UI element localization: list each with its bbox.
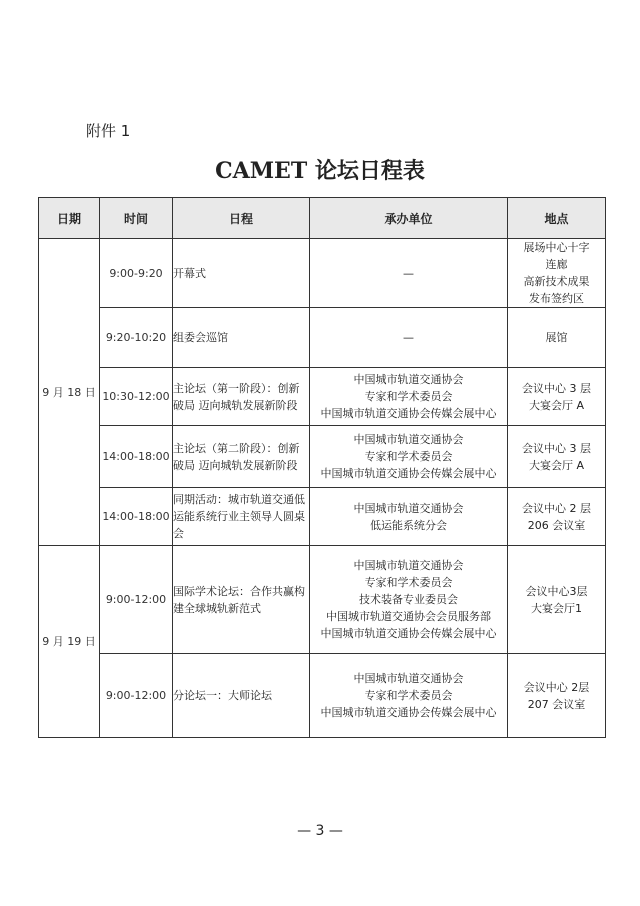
schedule-table (38, 197, 606, 738)
event-text: 开幕式 (173, 266, 206, 280)
event-text: 主论坛（第一阶段）：创新破局 迈向城轨发展新阶段 (173, 381, 300, 412)
time-cell: 14:00-18:00 (100, 426, 173, 488)
date-cell: 9 月 18 日 (39, 239, 100, 546)
table-row (39, 488, 606, 546)
venue-cell (508, 654, 606, 738)
event-text: 主论坛（第二阶段）：创新破局 迈向城轨发展新阶段 (173, 441, 300, 472)
table-row (39, 368, 606, 426)
venue-text: 高新技术成果 (523, 275, 590, 288)
venue-text: 展馆 (545, 331, 568, 344)
event-cell (173, 239, 310, 308)
organizer-text: 低运能系统分会 (370, 518, 447, 532)
organizer-text: 专家和学术委员会 (364, 390, 453, 403)
date-cell: 9 月 19 日 (39, 546, 100, 738)
organizer-text: 中国城市轨道交通协会 (353, 501, 464, 515)
event-cell (173, 426, 310, 488)
organizer-cell (310, 368, 508, 426)
header-event: 日程 (173, 198, 310, 239)
page-number: — 3 — (297, 823, 343, 839)
table-row (39, 308, 606, 368)
organizer-text: — (403, 331, 414, 344)
header-organizer: 承办单位 (310, 198, 508, 239)
table-row (39, 654, 606, 738)
venue-cell (508, 488, 606, 546)
time-cell: 9:00-9:20 (100, 239, 173, 308)
event-text: 分论坛一：大师论坛 (173, 689, 272, 702)
table-row (39, 426, 606, 488)
venue-text: 大宴会厅 A (528, 398, 585, 412)
venue-text: 会议中心 2 层 (522, 501, 591, 515)
document-title: CAMET 论坛日程表 (215, 158, 425, 184)
venue-text: 会议中心 3 层 (522, 441, 591, 455)
venue-text: 连廊 (545, 258, 568, 271)
table-row (39, 546, 606, 654)
header-time: 时间 (100, 198, 173, 239)
venue-cell (508, 368, 606, 426)
venue-text: 会议中心 3 层 (522, 381, 591, 395)
venue-text: 会议中心 2层 (523, 680, 590, 694)
venue-text: 207 会议室 (527, 697, 586, 711)
time-cell: 9:20-10:20 (100, 308, 173, 368)
time-cell: 9:00-12:00 (100, 654, 173, 738)
organizer-cell (310, 546, 508, 654)
venue-text: 大宴会厅 A (528, 458, 585, 472)
event-text: 组委会巡馆 (173, 331, 228, 344)
organizer-text: 中国城市轨道交通协会传媒会展中心 (320, 407, 497, 420)
organizer-cell (310, 308, 508, 368)
organizer-cell (310, 488, 508, 546)
venue-text: 大宴会厅1 (531, 601, 582, 615)
event-text: 同期活动：城市轨道交通低运能系统行业主领导人圆桌会 (173, 493, 305, 540)
event-cell (173, 654, 310, 738)
header-row (39, 198, 606, 239)
organizer-text: 技术装备专业委员会 (359, 593, 458, 606)
organizer-text: 中国城市轨道交通协会传媒会展中心 (320, 627, 497, 640)
organizer-text: 专家和学术委员会 (364, 689, 453, 702)
header-date: 日期 (39, 198, 100, 239)
attachment-label: 附件 1 (86, 122, 131, 140)
venue-cell (508, 426, 606, 488)
venue-text: 展场中心十字 (523, 241, 590, 254)
organizer-cell (310, 239, 508, 308)
header-venue: 地点 (508, 198, 606, 239)
organizer-text: 专家和学术委员会 (364, 450, 453, 463)
venue-text: 会议中心3层 (525, 584, 588, 598)
event-cell (173, 308, 310, 368)
organizer-text: 专家和学术委员会 (364, 576, 453, 589)
organizer-text: 中国城市轨道交通协会传媒会展中心 (320, 467, 497, 480)
organizer-text: 中国城市轨道交通协会 (353, 373, 464, 386)
table-row (39, 239, 606, 308)
venue-cell (508, 308, 606, 368)
venue-cell (508, 239, 606, 308)
organizer-text: 中国城市轨道交通协会 (353, 672, 464, 685)
event-text: 国际学术论坛：合作共赢构建全球城轨新范式 (173, 584, 305, 615)
venue-text: 发布签约区 (529, 292, 584, 305)
time-cell: 14:00-18:00 (100, 488, 173, 546)
organizer-text: — (403, 266, 414, 280)
event-cell (173, 488, 310, 546)
time-cell: 10:30-12:00 (100, 368, 173, 426)
venue-cell (508, 546, 606, 654)
time-cell: 9:00-12:00 (100, 546, 173, 654)
event-cell (173, 546, 310, 654)
organizer-cell (310, 426, 508, 488)
organizer-text: 中国城市轨道交通协会会员服务部 (326, 610, 491, 623)
organizer-cell (310, 654, 508, 738)
event-cell (173, 368, 310, 426)
organizer-text: 中国城市轨道交通协会传媒会展中心 (320, 706, 497, 719)
organizer-text: 中国城市轨道交通协会 (353, 559, 464, 572)
organizer-text: 中国城市轨道交通协会 (353, 433, 464, 446)
venue-text: 206 会议室 (527, 518, 586, 532)
